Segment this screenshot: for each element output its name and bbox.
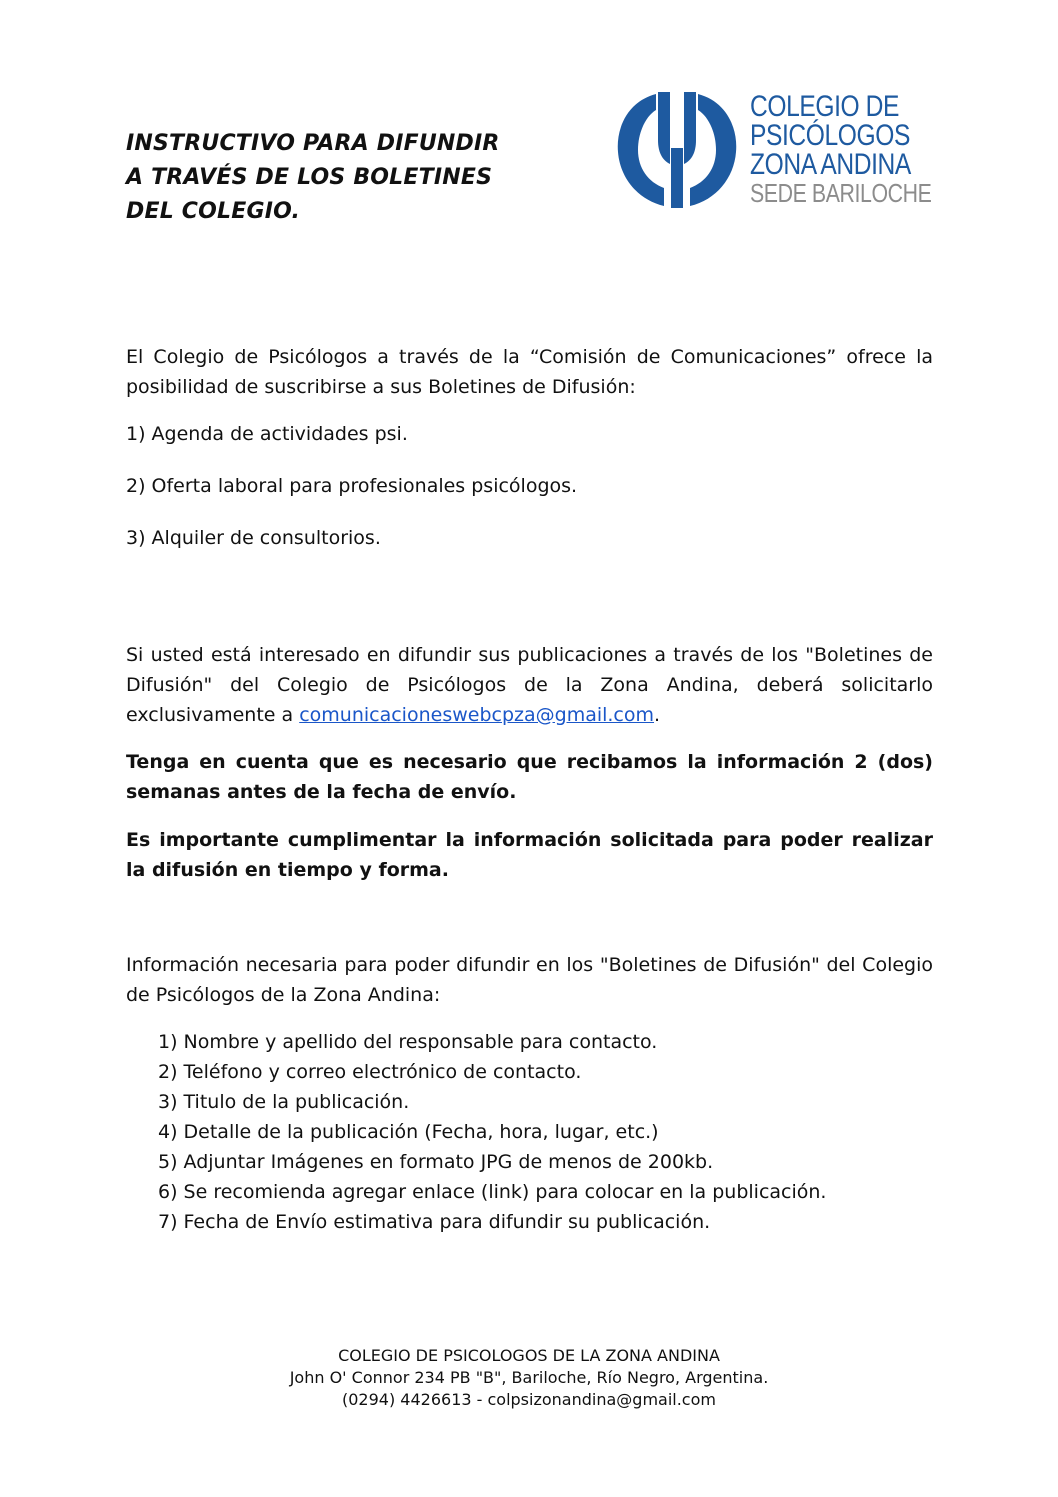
list-item: 6) Se recomienda agregar enlace (link) para colocar en la publicación. xyxy=(158,1181,827,1203)
logo-line-4: SEDE BARILOCHE xyxy=(750,178,932,208)
logo-line-1: COLEGIO DE xyxy=(750,90,900,123)
list-item: 3) Titulo de la publicación. xyxy=(158,1091,410,1113)
title-line-2: A TRAVÉS DE LOS BOLETINES xyxy=(126,165,493,190)
logo-line-3: ZONA ANDINA xyxy=(750,148,911,181)
footer-contact: (0294) 4426613 - colpsizonandina@gmail.com xyxy=(342,1390,716,1409)
title-line-3: DEL COLEGIO. xyxy=(126,199,301,224)
list-item: 7) Fecha de Envío estimativa para difundir su publicación. xyxy=(158,1211,711,1233)
list-item: 5) Adjuntar Imágenes en formato JPG de menos de 200kb. xyxy=(158,1151,714,1173)
list-item: 1) Nombre y apellido del responsable para contacto. xyxy=(158,1031,658,1053)
footer-address: John O' Connor 234 PB "B", Bariloche, Río Negro, Argentina. xyxy=(289,1368,769,1387)
bulletin-item-2: 2) Oferta laboral para profesionales psicólogos. xyxy=(126,475,578,497)
notice-deadline: Tenga en cuenta que es necesario que recibamos la información 2 (dos) semanas antes de la fecha de envío. xyxy=(126,751,933,803)
bulletin-item-3: 3) Alquiler de consultorios. xyxy=(126,527,381,549)
notice-complete-info: Es importante cumplimentar la información solicitada para poder realizar la difusión en tiempo y forma. xyxy=(126,829,933,881)
psi-symbol-icon xyxy=(612,88,742,213)
page-footer xyxy=(0,1345,1058,1411)
list-item: 2) Teléfono y correo electrónico de contacto. xyxy=(158,1061,582,1083)
requirements-intro: Información necesaria para poder difundir en los "Boletines de Difusión" del Colegio de Psicólogos de la Zona Andina: xyxy=(126,954,933,1006)
contact-email-link[interactable]: comunicacioneswebcpza@gmail.com xyxy=(299,704,655,726)
footer-org-name: COLEGIO DE PSICOLOGOS DE LA ZONA ANDINA xyxy=(338,1346,720,1365)
document-title xyxy=(126,127,596,229)
requirements-list xyxy=(158,1027,826,1237)
logo-line-2: PSICÓLOGOS xyxy=(750,119,910,152)
contact-paragraph-end: . xyxy=(654,704,661,726)
intro-paragraph: El Colegio de Psicólogos a través de la “Comisión de Comunicaciones” ofrece la posibilidad de suscribirse a sus Boletines de Difusión: xyxy=(126,346,933,398)
contact-paragraph-text: Si usted está interesado en difundir sus publicaciones a través de los "Boletines de Difusión" del Colegio de Psicólogos de la Zona Andina, deberá solicitarlo exclusivamente a xyxy=(126,644,933,726)
logo-wordmark xyxy=(750,92,971,208)
list-item: 4) Detalle de la publicación (Fecha, hora, lugar, etc.) xyxy=(158,1121,659,1143)
bulletin-item-1: 1) Agenda de actividades psi. xyxy=(126,423,408,445)
college-logo xyxy=(612,88,932,213)
contact-paragraph xyxy=(126,640,933,730)
title-line-1: INSTRUCTIVO PARA DIFUNDIR xyxy=(126,131,500,156)
